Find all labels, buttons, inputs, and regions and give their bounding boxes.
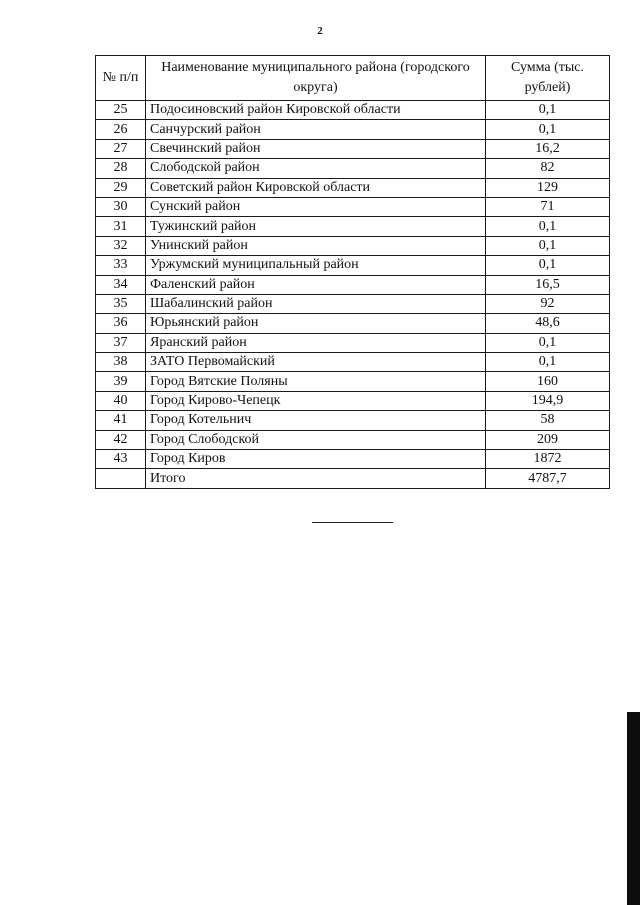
table-body — [96, 101, 610, 489]
end-rule — [312, 522, 393, 523]
row-sum: 16,5 — [486, 275, 610, 294]
row-name: Город Киров — [146, 450, 486, 469]
row-number: 25 — [96, 101, 146, 120]
table-row — [96, 333, 610, 352]
row-name: Шабалинский район — [146, 294, 486, 313]
row-name: Советский район Кировской области — [146, 178, 486, 197]
row-sum: 160 — [486, 372, 610, 391]
row-number: 33 — [96, 256, 146, 275]
row-name: ЗАТО Первомайский — [146, 353, 486, 372]
row-number: 31 — [96, 217, 146, 236]
row-name: Город Котельнич — [146, 411, 486, 430]
table-row — [96, 450, 610, 469]
table-row — [96, 256, 610, 275]
row-number: 41 — [96, 411, 146, 430]
row-number: 39 — [96, 372, 146, 391]
row-sum: 71 — [486, 197, 610, 216]
total-label: Итого — [146, 469, 486, 488]
row-number: 30 — [96, 197, 146, 216]
row-number: 32 — [96, 236, 146, 255]
row-number: 28 — [96, 159, 146, 178]
table-row — [96, 411, 610, 430]
row-sum: 0,1 — [486, 120, 610, 139]
total-number-cell — [96, 469, 146, 488]
header-row — [96, 56, 610, 101]
table-row — [96, 314, 610, 333]
row-sum: 209 — [486, 430, 610, 449]
row-sum: 92 — [486, 294, 610, 313]
row-sum: 0,1 — [486, 217, 610, 236]
row-number: 27 — [96, 139, 146, 158]
table-row — [96, 139, 610, 158]
table-row — [96, 294, 610, 313]
row-name: Юрьянский район — [146, 314, 486, 333]
row-number: 43 — [96, 450, 146, 469]
row-sum: 0,1 — [486, 333, 610, 352]
row-sum: 0,1 — [486, 236, 610, 255]
row-name: Город Вятские Поляны — [146, 372, 486, 391]
row-sum: 129 — [486, 178, 610, 197]
row-sum: 1872 — [486, 450, 610, 469]
row-number: 40 — [96, 391, 146, 410]
budget-table — [95, 55, 610, 489]
table-header — [96, 56, 610, 101]
header-name: Наименование муниципального района (городского округа) — [146, 56, 486, 101]
row-name: Слободской район — [146, 159, 486, 178]
scan-edge-mark — [627, 712, 640, 905]
row-sum: 48,6 — [486, 314, 610, 333]
row-name: Сунский район — [146, 197, 486, 216]
row-number: 34 — [96, 275, 146, 294]
table-row — [96, 430, 610, 449]
row-name: Подосиновский район Кировской области — [146, 101, 486, 120]
table-row — [96, 101, 610, 120]
row-number: 29 — [96, 178, 146, 197]
header-sum: Сумма (тыс. рублей) — [486, 56, 610, 101]
row-number: 37 — [96, 333, 146, 352]
total-row — [96, 469, 610, 488]
row-sum: 194,9 — [486, 391, 610, 410]
row-name: Яранский район — [146, 333, 486, 352]
table-row — [96, 391, 610, 410]
table-row — [96, 178, 610, 197]
row-number: 42 — [96, 430, 146, 449]
row-number: 36 — [96, 314, 146, 333]
row-sum: 82 — [486, 159, 610, 178]
row-name: Санчурский район — [146, 120, 486, 139]
row-name: Город Кирово-Чепецк — [146, 391, 486, 410]
row-sum: 0,1 — [486, 101, 610, 120]
row-sum: 58 — [486, 411, 610, 430]
table-row — [96, 236, 610, 255]
row-name: Тужинский район — [146, 217, 486, 236]
table-row — [96, 120, 610, 139]
row-name: Уржумский муниципальный район — [146, 256, 486, 275]
table-row — [96, 217, 610, 236]
table-row — [96, 197, 610, 216]
row-name: Город Слободской — [146, 430, 486, 449]
table-row — [96, 372, 610, 391]
row-sum: 0,1 — [486, 256, 610, 275]
row-name: Фаленский район — [146, 275, 486, 294]
table-row — [96, 159, 610, 178]
row-name: Унинский район — [146, 236, 486, 255]
row-sum: 16,2 — [486, 139, 610, 158]
table-row — [96, 353, 610, 372]
table-row — [96, 275, 610, 294]
total-sum: 4787,7 — [486, 469, 610, 488]
row-number: 35 — [96, 294, 146, 313]
header-num: № п/п — [96, 56, 146, 101]
page-number: 2 — [317, 25, 323, 37]
row-name: Свечинский район — [146, 139, 486, 158]
row-sum: 0,1 — [486, 353, 610, 372]
row-number: 26 — [96, 120, 146, 139]
row-number: 38 — [96, 353, 146, 372]
